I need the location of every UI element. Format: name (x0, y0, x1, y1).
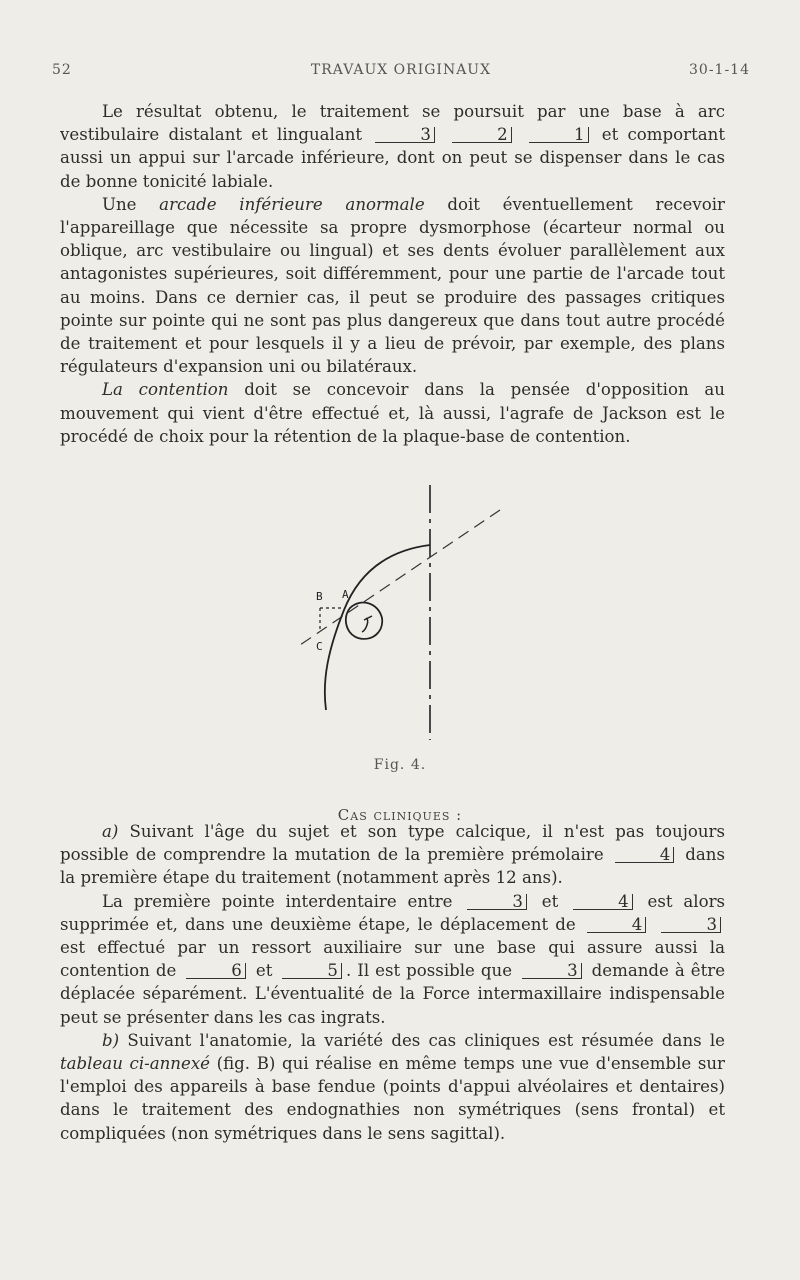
paragraph: a) Suivant l'âge du sujet et son type calcique, il n'est pas toujours possible de comprendre la mutation de la première prémolaire 4 dans la première étape du traitement (notamment après 12 ans). (60, 822, 725, 888)
running-header (52, 62, 750, 84)
tooth-notation: 3 (522, 963, 582, 979)
paragraph: La première pointe interdentaire entre 3 et 4 est alors supprimée et, dans une deuxième étape, le déplacement de 4 3 est effectué par un ressort auxiliaire sur une base qui assure aussi la contention de 6 et 5 . Il est possible que 3 demande à être déplacée séparément. L'éventualité de la Force intermaxillaire indispensable peut se présenter dans les cas ingrats. (60, 891, 726, 1027)
tooth-notation: 3 (661, 917, 721, 933)
tooth-notation: 4 (587, 917, 647, 933)
running-title: TRAVAUX ORIGINAUX (310, 62, 492, 78)
label-c: C (316, 640, 323, 653)
incisor-profile-curve (325, 545, 430, 710)
tooth-notation: 2 (452, 127, 512, 143)
tooth-notation: 4 (573, 894, 633, 910)
tooth-notation: 4 (615, 847, 675, 863)
body-text-bottom (60, 820, 725, 1145)
paragraph: Le résultat obtenu, le traitement se poursuit par une base à arc vestibulaire distalant et lingualant 3 2 1 et comportant aussi un appui sur l'arcade inférieure, dont on peut se dispenser dans le cas de bonne tonicité labiale. (60, 102, 725, 191)
diagonal-dashed-line (300, 510, 500, 645)
tooth-notation: 6 (186, 963, 246, 979)
figure-caption: Fig. 4. (373, 757, 427, 773)
body-text-top (60, 100, 725, 448)
page-number: 52 (52, 62, 72, 78)
tooth-notation: 3 (375, 127, 435, 143)
tooth-notation: 1 (529, 127, 589, 143)
label-a: A (342, 588, 349, 601)
header-date: 30-1-14 (689, 62, 750, 78)
section-title: Cas cliniques : (337, 806, 463, 824)
tooth-notation: 3 (467, 894, 527, 910)
label-b: B (316, 590, 323, 603)
tooth-notation: 5 (282, 963, 342, 979)
paragraph: La contention doit se concevoir dans la pensée d'opposition au mouvement qui vient d'être effectué et, là aussi, l'agrafe de Jackson est le procédé de choix pour la rétention de la plaque-base de contention. (60, 380, 725, 446)
tooth-crown-outline (346, 603, 382, 639)
paragraph: b) Suivant l'anatomie, la variété des cas cliniques est résumée dans le tableau ci-annexé (fig. B) qui réalise en même temps une vue d'ensemble sur l'emploi des appareils à base fendue (points d'appui alvéolaires et dentaires) dans le traitement des endognathies non symétriques (sens frontal) et compliquées (non symétriques dans le sens sagittal). (60, 1030, 725, 1143)
paragraph: Une arcade inférieure anormale doit éventuellement recevoir l'appareillage que nécessite sa propre dysmorphose (écarteur normal ou oblique, arc vestibulaire ou lingual) et ses dents évoluer parallèlement aux antagonistes supérieures, soit différemment, pour une partie de l'arcade tout au moins. Dans ce dernier cas, il peut se produire des passages critiques pointe sur pointe qui ne sont pas plus dangereux que dans tout autre procédé de traitement et pour lesquels il y a lieu de prévoir, par exemple, des plans régulateurs d'expansion uni ou bilatéraux. (60, 194, 725, 377)
figure-4-diagram (280, 470, 520, 760)
